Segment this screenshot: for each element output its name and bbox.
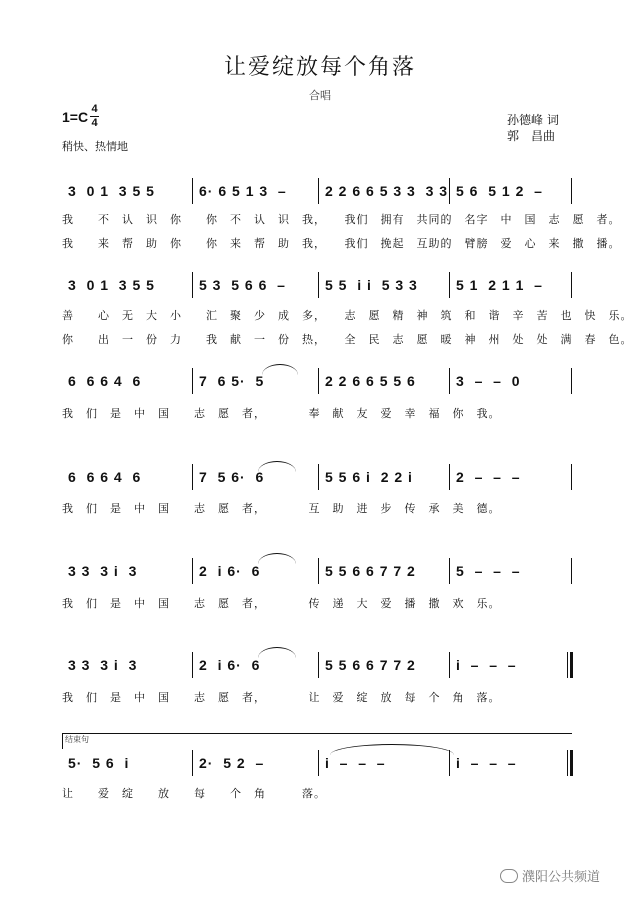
- music-system-5: [62, 558, 572, 588]
- measure: [450, 178, 572, 204]
- watermark: [500, 866, 600, 885]
- measure: [193, 464, 318, 490]
- time-signature: [90, 104, 99, 129]
- measure-notes: 3 3 3 i 3: [68, 563, 138, 579]
- measure-notes: 5 3 5 6 6 –: [199, 277, 286, 293]
- measure-notes: i – – –: [456, 755, 517, 771]
- measure-notes: 7 6 5· 5: [199, 373, 265, 389]
- measure-notes: 3 0 1 3 5 5: [68, 183, 155, 199]
- measure-notes: 3 3 3 i 3: [68, 657, 138, 673]
- measure: [193, 272, 318, 298]
- measure: [62, 558, 192, 584]
- measure-notes: 2 – – –: [456, 469, 521, 485]
- measure: [193, 178, 318, 204]
- ending-label: 结束句: [65, 735, 89, 744]
- composer-credit: 郭 昌曲: [507, 129, 556, 143]
- measure: [62, 652, 192, 678]
- measure-notes: 2 i 6· 6: [199, 657, 261, 673]
- music-system-3: [62, 368, 572, 398]
- measure: [193, 750, 318, 776]
- measure: [62, 178, 192, 204]
- measure: [319, 272, 449, 298]
- meter-top: 4: [91, 103, 98, 115]
- watermark-text: 濮阳公共频道: [522, 870, 601, 885]
- music-system-2: [62, 272, 572, 302]
- measure: [319, 558, 449, 584]
- measure: [319, 178, 449, 204]
- measure-notes: 5 5 6 6 7 7 2: [325, 563, 416, 579]
- measure-notes: 5 5 6 6 7 7 2: [325, 657, 416, 673]
- lyric-line: 你 出 一 份 力 我 献 一 份 热， 全 民 志 愿 暖 神 州 处 处 满 春 色。: [62, 333, 633, 346]
- lyric-line: 让 爱 绽 放 每 个 角 落。: [62, 787, 326, 800]
- measure: [450, 272, 572, 298]
- measure: [450, 750, 566, 776]
- measure-notes: 3 – – 0: [456, 373, 521, 389]
- measure-notes: 6· 6 5 1 3 –: [199, 183, 287, 199]
- measure: [450, 558, 572, 584]
- chat-bubble-icon: [500, 869, 518, 883]
- music-system-4: [62, 464, 572, 494]
- measure: [450, 652, 566, 678]
- music-system-6: [62, 652, 572, 682]
- lyric-line: 我 不 认 识 你 你 不 认 识 我， 我们 拥有 共同的 名字 中 国 志 愿 者。: [62, 213, 621, 226]
- measure: [450, 464, 572, 490]
- measure: [193, 558, 318, 584]
- lyric-line: 善 心 无 大 小 汇 聚 少 成 多， 志 愿 精 神 筑 和 谐 辛 苦 也 快 乐。: [62, 309, 633, 322]
- song-title: 让爱绽放每个角落: [223, 55, 416, 80]
- measure: [319, 464, 449, 490]
- measure: [319, 750, 449, 776]
- measure-notes: 5· 5 6 i: [68, 755, 130, 771]
- lyric-line: 我 们 是 中 国 志 愿 者， 传 递 大 爱 播 撒 欢 乐。: [62, 597, 501, 610]
- song-subtitle: 合唱: [309, 89, 331, 102]
- lyricist-credit: 孙德峰 词: [507, 113, 559, 127]
- measure-notes: 6 6 6 4 6: [68, 469, 142, 485]
- measure-notes: 5 6 5 1 2 –: [456, 183, 543, 199]
- measure: [193, 368, 318, 394]
- measure-notes: 2 i 6· 6: [199, 563, 261, 579]
- measure-notes: 5 1 2 1 1 –: [456, 277, 543, 293]
- lyric-line: 我 来 帮 助 你 你 来 帮 助 我， 我们 挽起 互助的 臂膀 爱 心 来 撒 播。: [62, 237, 621, 250]
- key-label: 1=C: [62, 108, 89, 125]
- ending-bracket: [62, 733, 572, 749]
- music-system-1: [62, 178, 572, 208]
- measure-notes: i – – –: [456, 657, 517, 673]
- measure-notes: 7 5 6· 6: [199, 469, 265, 485]
- measure-notes: 2 2 6 6 5 5 6: [325, 373, 416, 389]
- measure: [319, 368, 449, 394]
- measure: [193, 652, 318, 678]
- key-signature: [62, 104, 99, 129]
- music-system-ending: [62, 750, 572, 780]
- measure: [62, 272, 192, 298]
- measure: [62, 750, 192, 776]
- measure: [319, 652, 449, 678]
- measure-notes: 2 2 6 6 5 3 3 3 3: [325, 183, 449, 199]
- meter-bottom: 4: [91, 117, 98, 129]
- measure: [62, 464, 192, 490]
- lyric-line: 我 们 是 中 国 志 愿 者， 奉 献 友 爱 幸 福 你 我。: [62, 407, 501, 420]
- lyric-line: 我 们 是 中 国 志 愿 者， 让 爱 绽 放 每 个 角 落。: [62, 691, 501, 704]
- measure-notes: 6 6 6 4 6: [68, 373, 142, 389]
- measure-notes: 5 5 i i 5 3 3: [325, 277, 418, 293]
- measure-notes: i – – –: [325, 755, 386, 771]
- measure-notes: 2· 5 2 –: [199, 755, 265, 771]
- measure: [62, 368, 192, 394]
- measure-notes: 5 5 6 i 2 2 i: [325, 469, 413, 485]
- tempo-marking: 稍快、热情地: [62, 140, 128, 153]
- lyric-line: 我 们 是 中 国 志 愿 者， 互 助 进 步 传 承 美 德。: [62, 502, 501, 515]
- measure-notes: 3 0 1 3 5 5: [68, 277, 155, 293]
- measure: [450, 368, 572, 394]
- measure-notes: 5 – – –: [456, 563, 521, 579]
